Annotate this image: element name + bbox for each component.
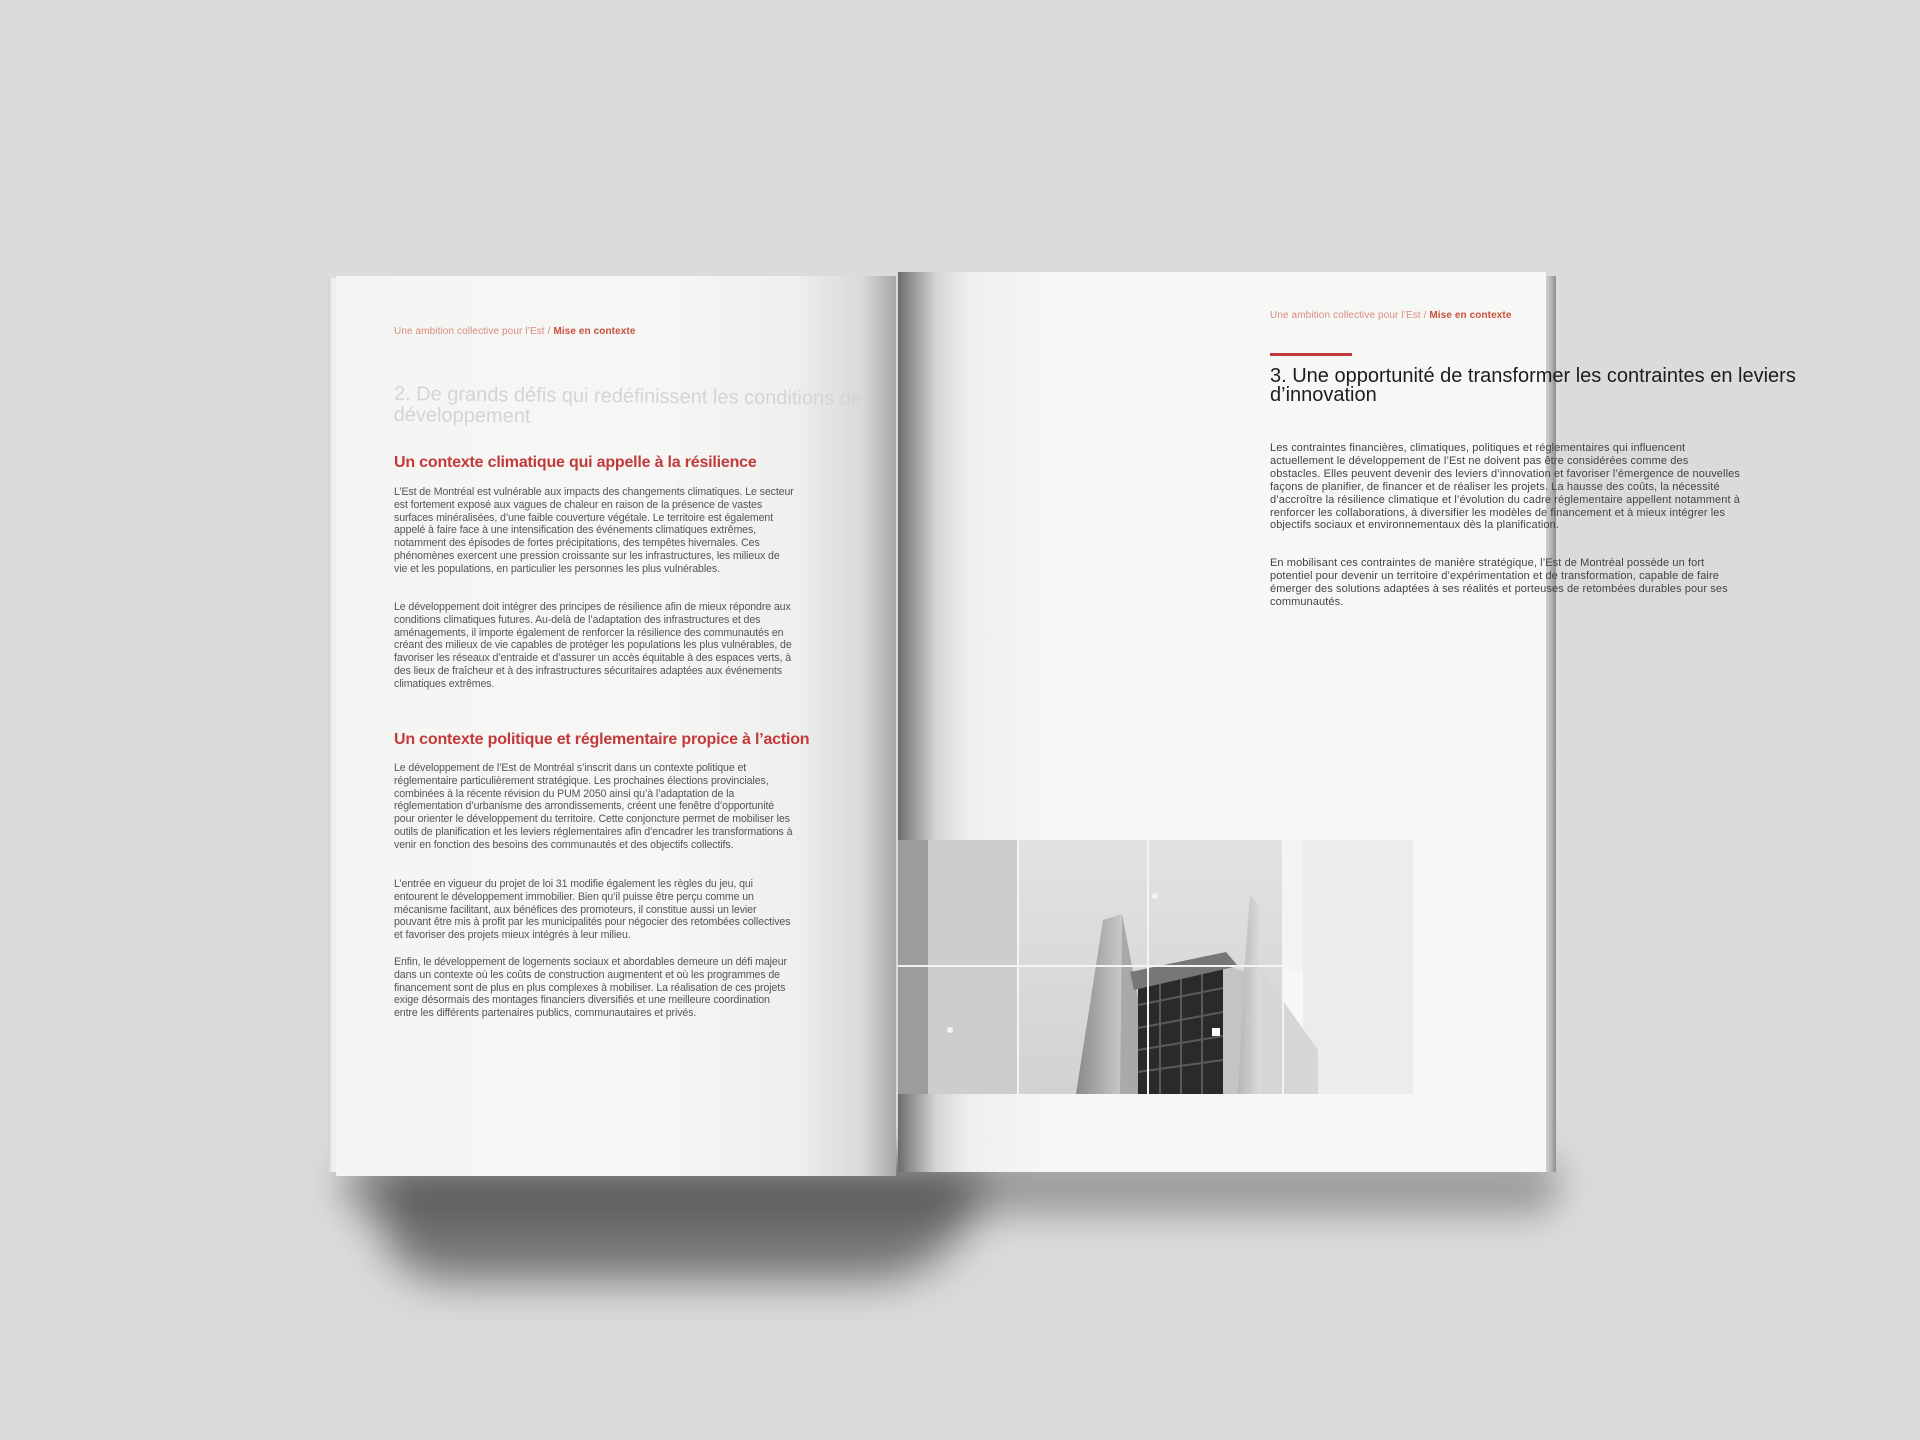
- running-header-title: Une ambition collective pour l’Est: [394, 326, 545, 337]
- accent-rule: [1270, 353, 1352, 356]
- body-paragraph: L’Est de Montréal est vulnérable aux impacts des changements climatiques. Le secteur est fortement exposé aux vagues de chaleur en raison de la présence de vastes surfaces minéralisées, d’une faible couverture végétale. Le territoire est également appelé à faire face à une intensification des événements climatiques extrêmes, notamment des épisodes de fortes précipitations, des tempêtes hivernales. Ces phénomènes exercent une pression croissante sur les infrastructures, les milieux de vie et les populations, en particulier les personnes les plus vulnérables.: [394, 486, 794, 575]
- body-paragraph: Le développement de l’Est de Montréal s’inscrit dans un contexte politique et réglementaire particulièrement stratégique. Les prochaines élections provinciales, combinées à la récente révision du PUM 2050 ainsi qu’à l’adaptation de la réglementation d’urbanisme des arrondissements, créent une fenêtre d’opportunité pour orienter le développement du territoire. Cette conjoncture permet de mobiliser les outils de planification et les leviers réglementaires afin d’encadrer les transformations à venir en fonction des besoins des communautés et des objectifs collectifs.: [394, 762, 793, 851]
- subsection-heading: Un contexte climatique qui appelle à la résilience: [394, 454, 757, 471]
- section-heading: 2. De grands défis qui redéfinissent les conditions de développement: [393, 383, 863, 428]
- body-paragraph: Le développement doit intégrer des principes de résilience afin de mieux répondre aux conditions climatiques futures. Au-delà de l’adaptation des infrastructures et des aménagements, il importe également de renforcer la résilience des communautés en créant des milieux de vie capables de protéger les populations les plus vulnérables, de favoriser les réseaux d’entraide et d’assurer un accès équitable à des espaces verts, à des lieux de fraîcheur et à des infrastructures sécuritaires adaptées aux événements climatiques extrêmes.: [394, 601, 792, 690]
- subsection-heading: Un contexte politique et réglementaire propice à l’action: [394, 731, 810, 748]
- building-photo: [898, 840, 1413, 1094]
- body-paragraph: Enfin, le développement de logements sociaux et abordables demeure un défi majeur dans un contexte où les coûts de construction augmentent et où les programmes de financement sont de plus en plus complexes à mobiliser. La réalisation de ces projets exige désormais des montages financiers diversifiés et une meilleure coordination entre les différents partenaires publics, communautaires et privés.: [394, 956, 787, 1020]
- left-page: [336, 276, 896, 1176]
- running-header-separator: /: [544, 326, 554, 337]
- running-header: [394, 326, 636, 337]
- building-photo-graphic: [898, 840, 1413, 1094]
- running-header-title: Une ambition collective pour l’Est: [1270, 310, 1421, 321]
- body-paragraph: Les contraintes financières, climatiques, politiques et réglementaires qui influencent actuellement le développement de l’Est ne doivent pas être considérées comme des obstacles. Elles peuvent devenir des leviers d’innovation et favoriser l’émergence de nouvelles façons de planifier, de financer et de réaliser les projets. La hausse des coûts, la nécessité d’accroître la résilience climatique et l’évolution du cadre réglementaire appellent notamment à renforcer les collaborations, à diversifier les modèles de financement et à mieux intégrer les objectifs sociaux et environnementaux dès la planification.: [1270, 442, 1741, 532]
- body-paragraph: L’entrée en vigueur du projet de loi 31 modifie également les règles du jeu, qui entourent le développement immobilier. Bien qu’il puisse être perçu comme un mécanisme facilitant, aux bénéfices des promoteurs, il constitue aussi un levier pouvant être mis à profit par les municipalités pour négocier des retombées collectives et favoriser des projets mieux intégrés à leur milieu.: [394, 878, 791, 942]
- section-heading: 3. Une opportunité de transformer les contraintes en leviers d’innovation: [1270, 365, 1796, 406]
- body-paragraph: En mobilisant ces contraintes de manière stratégique, l’Est de Montréal possède un fort potentiel pour devenir un territoire d’expérimentation et de transformation, capable de faire émerger des solutions adaptées à ses réalités et porteuses de retombées durables pour ses communautés.: [1270, 557, 1728, 608]
- running-header-section: Mise en contexte: [553, 326, 636, 337]
- running-header: [1270, 310, 1512, 321]
- running-header-section: Mise en contexte: [1429, 310, 1512, 321]
- running-header-separator: /: [1420, 310, 1430, 321]
- open-booklet: [328, 272, 1796, 1180]
